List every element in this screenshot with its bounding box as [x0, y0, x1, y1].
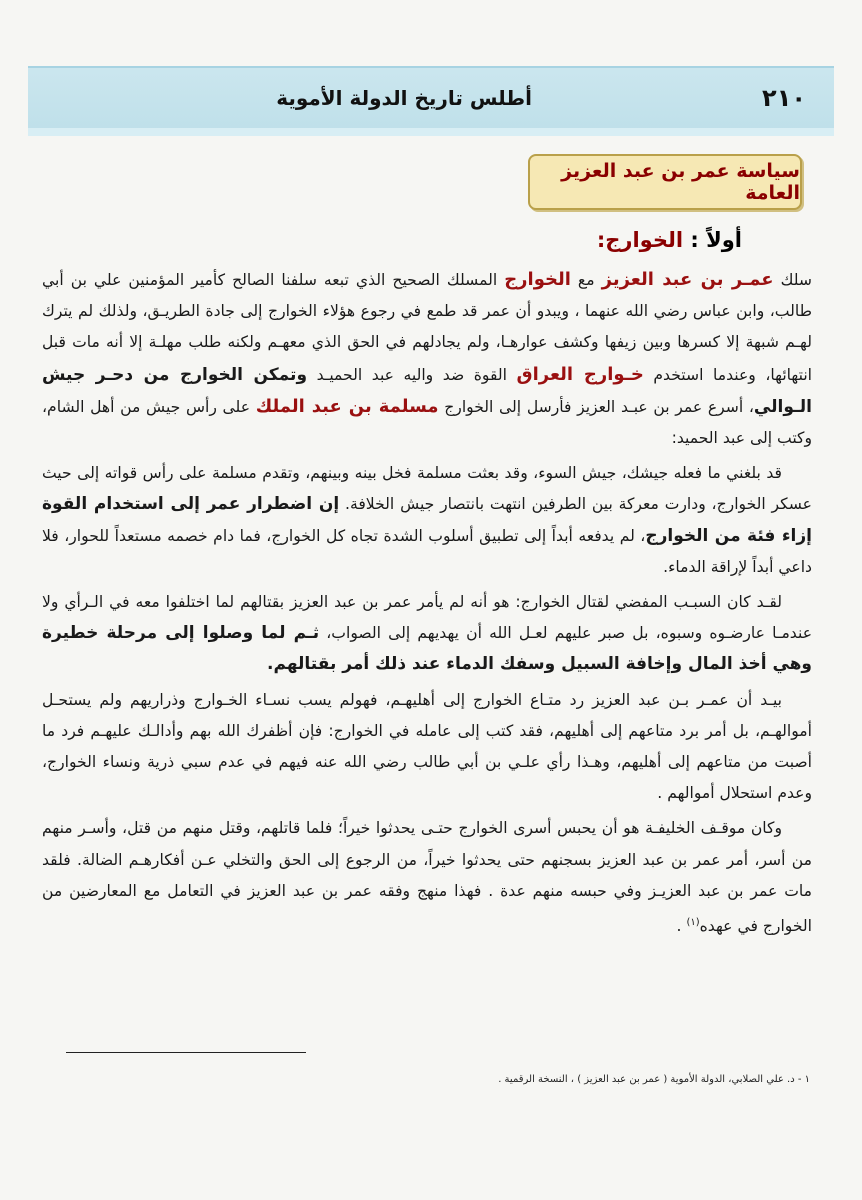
- p2-text-c: ، لم يدفعه أبداً إلى تطبيق أسلوب الشدة تجاه كل الخوارج، فما دام خصمه مستعداً للحوار، فلا داعي أبداً لإراقة الدماء.: [42, 526, 812, 576]
- book-title: أطلس تاريخ الدولة الأموية: [276, 86, 532, 110]
- p1-text-k: على رأس جيش من أهل الشام، وكتب إلى عبد الحميد:: [42, 397, 812, 448]
- subheading: [42, 222, 742, 258]
- p1-text-g: القوة ضد واليه عبد الحميـد: [307, 365, 517, 384]
- paragraph-5: [42, 813, 812, 942]
- p1-highlight-umar: عمـر بن عبد العزيز: [601, 269, 774, 290]
- p1-highlight-khawarij: الخوارج: [504, 269, 571, 290]
- paragraph-2: [42, 458, 812, 583]
- p1-bold-defeat: وتمكن الخوارج من دحـر جيش الـوالي: [42, 364, 812, 417]
- page-header-strip: [28, 128, 834, 136]
- section-title-box: [528, 154, 802, 210]
- p1-highlight-maslama: مسلمة بن عبد الملك: [255, 395, 439, 417]
- article-body: [42, 222, 812, 942]
- section-title: سياسة عمر بن عبد العزيز العامة: [561, 160, 800, 204]
- subheading-prefix: أولاً :: [690, 228, 742, 252]
- footnote: ١ - د. علي الصلابي، الدولة الأموية ( عمر بن عبد العزيز ) ، النسخة الرقمية .: [498, 1074, 810, 1085]
- footnote-divider: [66, 1052, 306, 1053]
- p1-text-a: سلك: [773, 271, 812, 289]
- p2-bold: إن اضطرار عمر إلى استخدام القوة إزاء فئة من الخوارج: [42, 494, 813, 546]
- p5-end: .: [676, 917, 687, 936]
- footnote-marker: (١): [686, 917, 700, 929]
- paragraph-4: بيـد أن عمـر بـن عبد العزيز رد متـاع الخوارج إلى أهليهـم، فهولم يسب نسـاء الخـوارج وذراريهم ولم يستحـل أموالهـم، بل أمر برد متاعهم إلى أهليهم، فقد كتب إلى عامله في الخوارج: فإن أظفرك الله بهم وأدالـك عليهـم فرد ما أصبت من متاعهم إلى أهليهم، وهـذا رأي علـي بن أبي طالب رضي الله عنه فيهم في عدم سبي ذرية ونساء الخوارج، وعدم استحلال أموالهم .: [42, 690, 812, 803]
- paragraph-3: [42, 587, 812, 681]
- p1-text-i: ، أسرع عمر بن عبـد العزيز فأرسل إلى الخوارج: [438, 397, 754, 416]
- p2-text-a: قد بلغني ما فعله جيشك، جيش السوء، وقد بعثت مسلمة فخل بينه وبينهم، وتقدم مسلمة على رأس قواته إلى حيث عسكر الخوارج، ودارت معركة بين الطرفين انتهت بانتصار جيش الخلافة.: [42, 464, 812, 514]
- subheading-topic: الخوارج:: [596, 228, 684, 252]
- p1-text-c: مع: [570, 271, 602, 289]
- p3-bold: ثـم لما وصلوا إلى مرحلة خطيرة وهي أخذ المال وإخافة السبيل وسفك الدماء عند ذلك أمر بقتالهم.: [42, 623, 812, 675]
- p1-text-e: المسلك الصحيح الذي تبعه سلفنا الصالح كأمير المؤمنين علي بن أبي طالب، وابن عباس رضي الله عنهما ، ويبدو أن عمر قد طمع في رجوع هؤلاء الخوارج إلى جادة الطريـق، ولذلك لم يترك لهـم شبهة إلا كسرها وبين زيفها وكشف عوارهـا، ولم يجادلهم في الحق الذي معهـم ولكنه طلب مهلـة إلا أنه مات قبل انتهائها، وعندما استخدم: [42, 271, 812, 384]
- p5-text: وكان موقـف الخليفـة هو أن يحبس أسرى الخوارج حتـى يحدثوا خيراً؛ فلما قاتلهم، وقتل منهم من قتل، وأسـر منهم من أسر، أمر عمر بن عبد العزيز بسجنهم حتى يحدثوا خيراً، من الرجوع إلى الحق والتخلي عـن أفكارهـم الضالة. فلقد مات عمر بن عبد العزيـز وفي حبسه منهم عدة . فهذا منهج وفقه عمر بن عبد العزيز في التعامل مع المعارضين من الخوارج في عهده: [42, 819, 812, 936]
- page-number: ٢١٠: [762, 84, 806, 112]
- paragraph-1: [42, 264, 812, 454]
- p1-highlight-iraq: خـوارج العراق: [516, 363, 644, 385]
- p3-text-a: لقـد كان السبـب المفضي لقتال الخوارج: هو أنه لم يأمر عمر بن عبد العزيز بقتالهم لما اختلفوا معه في الـرأي ولا عندمـا عارضـوه وسبوه، بل صبر عليهم لعـل الله أن يهديهم إلى الصواب،: [42, 593, 812, 643]
